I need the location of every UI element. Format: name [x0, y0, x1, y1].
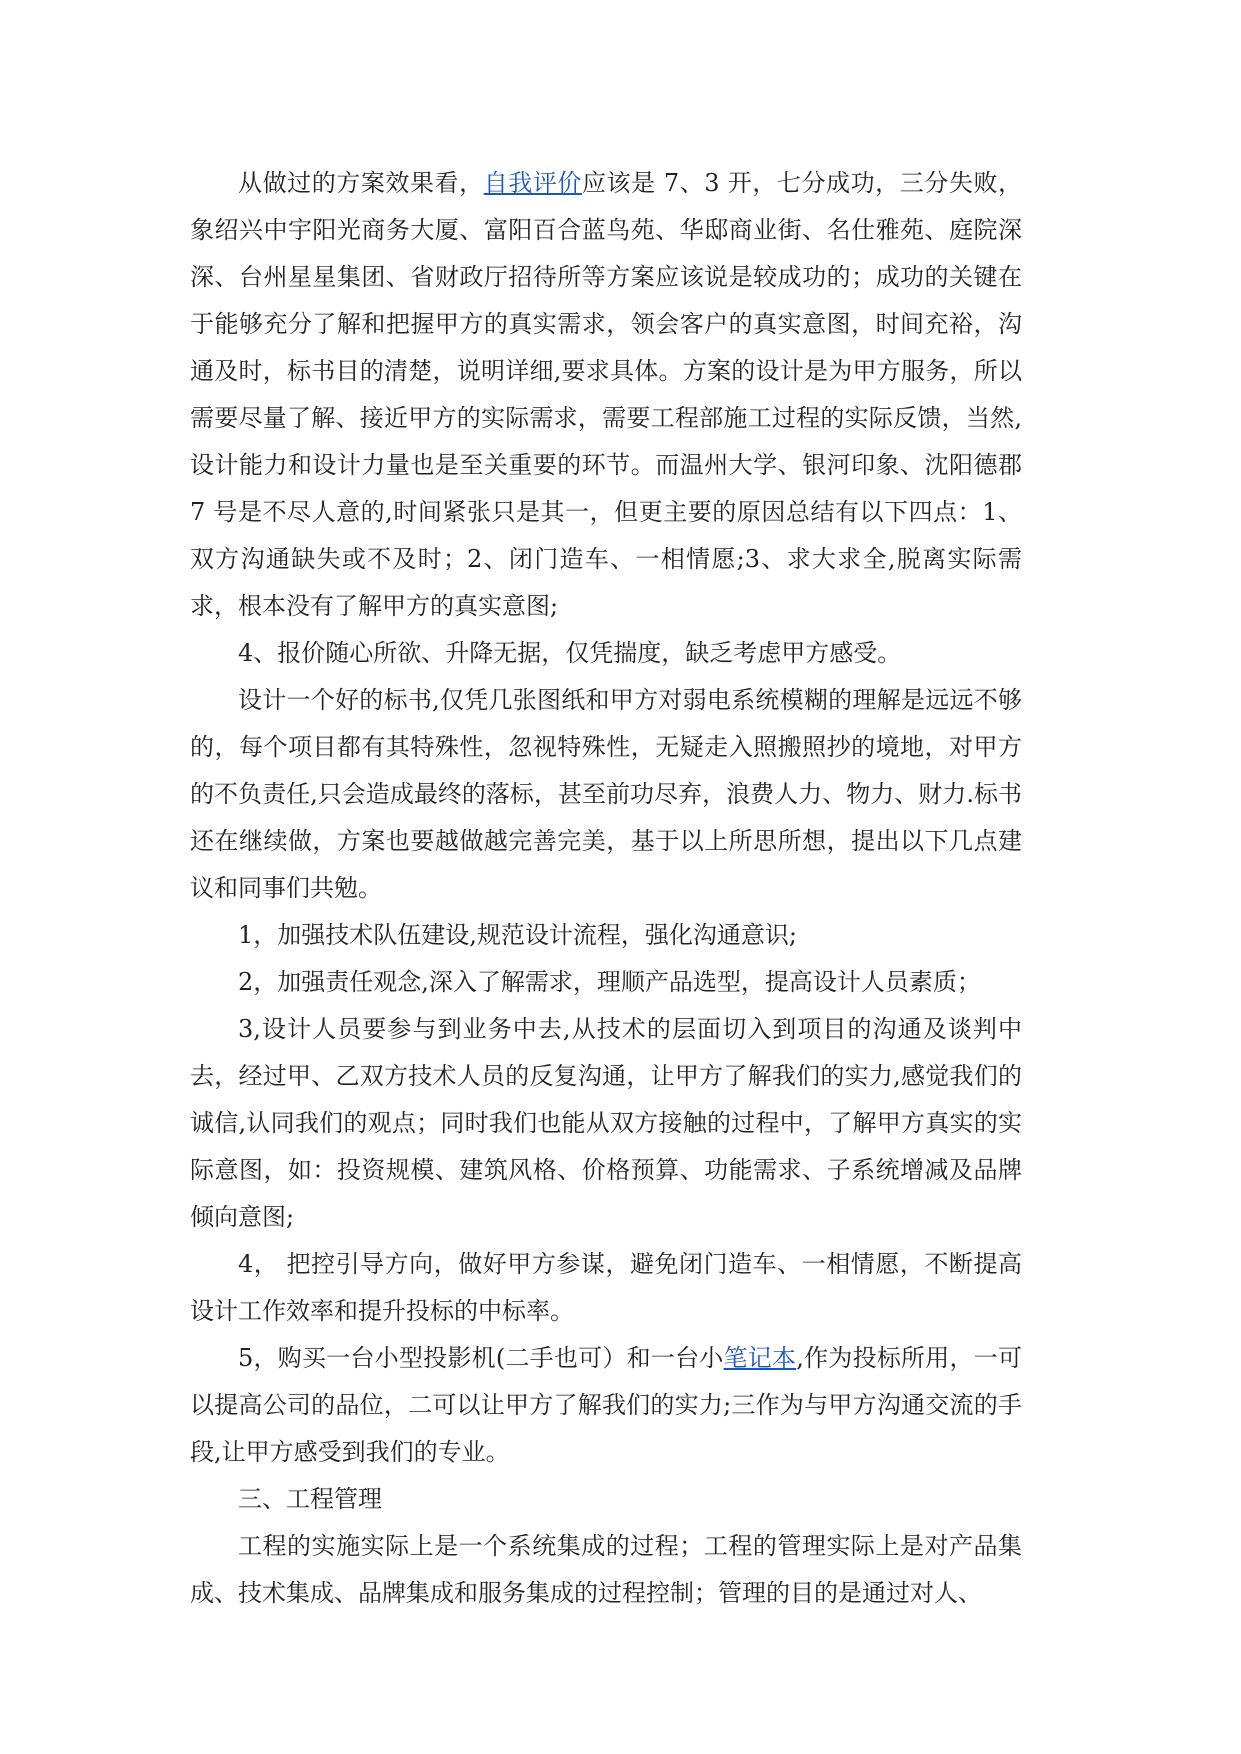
self-evaluation-link[interactable]: 自我评价 — [483, 169, 582, 197]
section-heading-project-management: 三、工程管理 — [238, 1485, 382, 1513]
paragraph-tender-design: 设计一个好的标书,仅凭几张图纸和甲方对弱电系统模糊的理解是远远不够的，每个项目都有其特殊性，忽视特殊性，无疑走入照搬照抄的境地，对甲方的不负责任,只会造成最终的落标，甚至前功尽弃，浪费人力、物力、财力.标书还在继续做，方案也要越做越完善完美，基于以上所思所想，提出以下几点建议和同事们共勉。 — [190, 686, 1022, 902]
paragraph-project-management: 工程的实施实际上是一个系统集成的过程；工程的管理实际上是对产品集成、技术集成、品牌集成和服务集成的过程控制；管理的目的是通过对人、 — [190, 1532, 1022, 1607]
suggestion-4: 4， 把控引导方向，做好甲方参谋，避免闭门造车、一相情愿，不断提高设计工作效率和提升投标的中标率。 — [190, 1250, 1022, 1325]
suggestion-1: 1，加强技术队伍建设,规范设计流程，强化沟通意识; — [238, 921, 797, 949]
suggestion-2: 2，加强责任观念,深入了解需求，理顺产品选型，提高设计人员素质； — [238, 968, 981, 996]
paragraph-self-evaluation — [190, 160, 1022, 630]
paragraph-point-4: 4、报价随心所欲、升降无据，仅凭揣度，缺乏考虑甲方感受。 — [238, 639, 902, 667]
paragraph-text: 5，购买一台小型投影机(二手也可）和一台小 — [238, 1344, 724, 1372]
document-body — [190, 160, 1022, 1617]
paragraph-text: 应该是 7、3 开，七分成功，三分失败，象绍兴中宇阳光商务大厦、富阳百合蓝鸟苑、华邸商业街、名仕雅苑、庭院深深、台州星星集团、省财政厅招待所等方案应该说是较成功的；成功的关键在于能够充分了解和把握甲方的真实需求，领会客户的真实意图，时间充裕，沟通及时，标书目的清楚，说明详细,要求具体。方案的设计是为甲方服务，所以需要尽量了解、接近甲方的实际需求，需要工程部施工过程的实际反馈，当然,设计能力和设计力量也是至关重要的环节。而温州大学、银河印象、沈阳德郡 7 号是不尽人意的,时间紧张只是其一，但更主要的原因总结有以下四点：1、双方沟通缺失或不及时；2、闭门造车、一相情愿;3、求大求全,脱离实际需求，根本没有了解甲方的真实意图; — [190, 169, 1023, 620]
suggestion-5 — [190, 1335, 1022, 1476]
paragraph-text: ,作为投标所用，一可以提高公司的品位，二可以让甲方了解我们的实力;三作为与甲方沟通交流的手段,让甲方感受到我们的专业。 — [190, 1344, 1022, 1466]
laptop-link[interactable]: 笔记本 — [723, 1344, 797, 1372]
paragraph-text: 从做过的方案效果看， — [238, 169, 484, 197]
suggestion-3: 3,设计人员要参与到业务中去,从技术的层面切入到项目的沟通及谈判中去，经过甲、乙双方技术人员的反复沟通，让甲方了解我们的实力,感觉我们的诚信,认同我们的观点；同时我们也能从双方接触的过程中，了解甲方真实的实际意图，如：投资规模、建筑风格、价格预算、功能需求、子系统增减及品牌倾向意图; — [190, 1015, 1022, 1231]
